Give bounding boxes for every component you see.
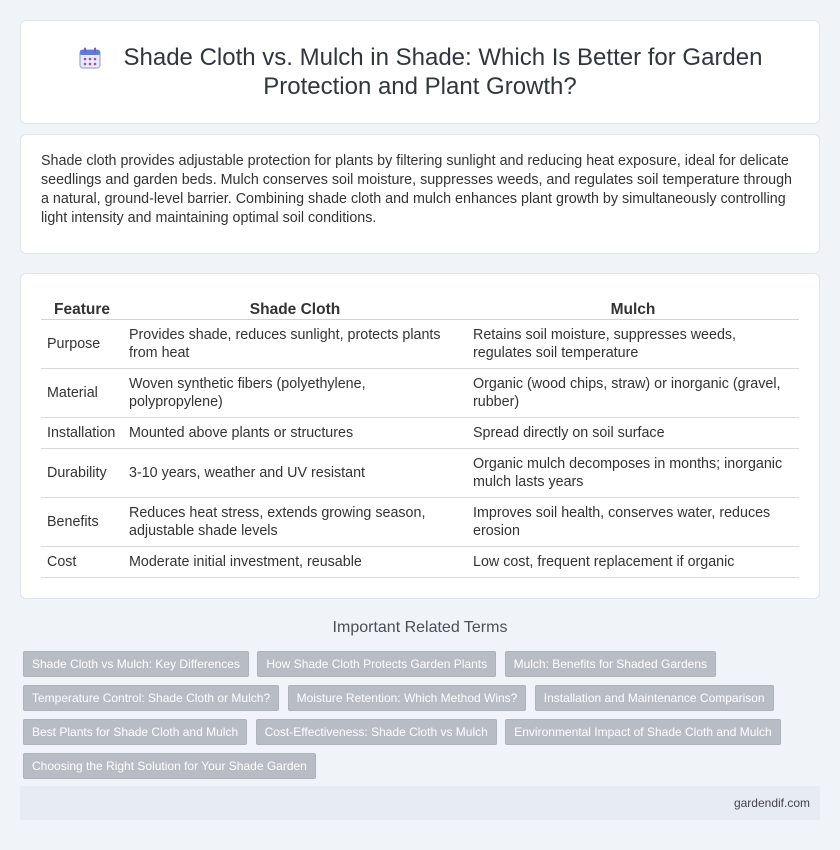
related-term-tag[interactable]: Temperature Control: Shade Cloth or Mulch? bbox=[23, 685, 279, 711]
related-term-tag[interactable]: Cost-Effectiveness: Shade Cloth vs Mulch bbox=[256, 719, 497, 745]
row-shade-cloth: Reduces heat stress, extends growing season, adjustable shade levels bbox=[123, 498, 467, 547]
comparison-table-card bbox=[20, 273, 820, 599]
related-terms-list bbox=[23, 651, 803, 787]
footer-site-link[interactable]: gardendif.com bbox=[733, 796, 810, 810]
related-term-tag[interactable]: Shade Cloth vs Mulch: Key Differences bbox=[23, 651, 249, 677]
table-header-row bbox=[41, 294, 799, 320]
table-row bbox=[41, 547, 799, 578]
row-shade-cloth: Woven synthetic fibers (polyethylene, polypropylene) bbox=[123, 369, 467, 418]
table-row bbox=[41, 320, 799, 369]
title-wrap bbox=[61, 43, 779, 101]
calendar-icon bbox=[78, 46, 102, 70]
page-title: Shade Cloth vs. Mulch in Shade: Which Is Better for Garden Protection and Plant Growth? bbox=[123, 44, 763, 100]
header-shade-cloth: Shade Cloth bbox=[123, 294, 467, 320]
related-term-tag[interactable]: Best Plants for Shade Cloth and Mulch bbox=[23, 719, 247, 745]
summary-card bbox=[20, 134, 820, 254]
row-mulch: Spread directly on soil surface bbox=[467, 418, 799, 449]
table-row bbox=[41, 369, 799, 418]
related-terms-title: Important Related Terms bbox=[332, 619, 508, 636]
table-row bbox=[41, 498, 799, 547]
row-feature: Durability bbox=[41, 449, 123, 498]
row-mulch: Organic (wood chips, straw) or inorganic (gravel, rubber) bbox=[467, 369, 799, 418]
comparison-table bbox=[41, 294, 799, 578]
table-row bbox=[41, 449, 799, 498]
related-term-tag[interactable]: Environmental Impact of Shade Cloth and Mulch bbox=[505, 719, 780, 745]
title-card bbox=[20, 20, 820, 124]
related-term-tag[interactable]: How Shade Cloth Protects Garden Plants bbox=[257, 651, 496, 677]
footer bbox=[20, 786, 820, 820]
row-mulch: Retains soil moisture, suppresses weeds, regulates soil temperature bbox=[467, 320, 799, 369]
row-feature: Purpose bbox=[41, 320, 123, 369]
row-feature: Installation bbox=[41, 418, 123, 449]
row-shade-cloth: Provides shade, reduces sunlight, protects plants from heat bbox=[123, 320, 467, 369]
row-feature: Cost bbox=[41, 547, 123, 578]
row-shade-cloth: Mounted above plants or structures bbox=[123, 418, 467, 449]
related-term-tag[interactable]: Moisture Retention: Which Method Wins? bbox=[288, 685, 527, 711]
row-shade-cloth: 3-10 years, weather and UV resistant bbox=[123, 449, 467, 498]
table-row bbox=[41, 418, 799, 449]
row-mulch: Improves soil health, conserves water, reduces erosion bbox=[467, 498, 799, 547]
row-feature: Material bbox=[41, 369, 123, 418]
related-term-tag[interactable]: Choosing the Right Solution for Your Shade Garden bbox=[23, 753, 316, 779]
header-feature: Feature bbox=[41, 294, 123, 320]
row-shade-cloth: Moderate initial investment, reusable bbox=[123, 547, 467, 578]
row-feature: Benefits bbox=[41, 498, 123, 547]
summary-text: Shade cloth provides adjustable protection for plants by filtering sunlight and reducing heat exposure, ideal for delicate seedlings and garden beds. Mulch conserves soil moisture, suppresses weeds, and regulates soil temperature through a natural, ground-level barrier. Combining shade cloth and mulch enhances plant growth by simultaneously controlling light intensity and maintaining optimal soil conditions. bbox=[41, 153, 793, 226]
related-term-tag[interactable]: Mulch: Benefits for Shaded Gardens bbox=[505, 651, 716, 677]
row-mulch: Low cost, frequent replacement if organic bbox=[467, 547, 799, 578]
header-mulch: Mulch bbox=[467, 294, 799, 320]
related-term-tag[interactable]: Installation and Maintenance Comparison bbox=[535, 685, 774, 711]
row-mulch: Organic mulch decomposes in months; inorganic mulch lasts years bbox=[467, 449, 799, 498]
